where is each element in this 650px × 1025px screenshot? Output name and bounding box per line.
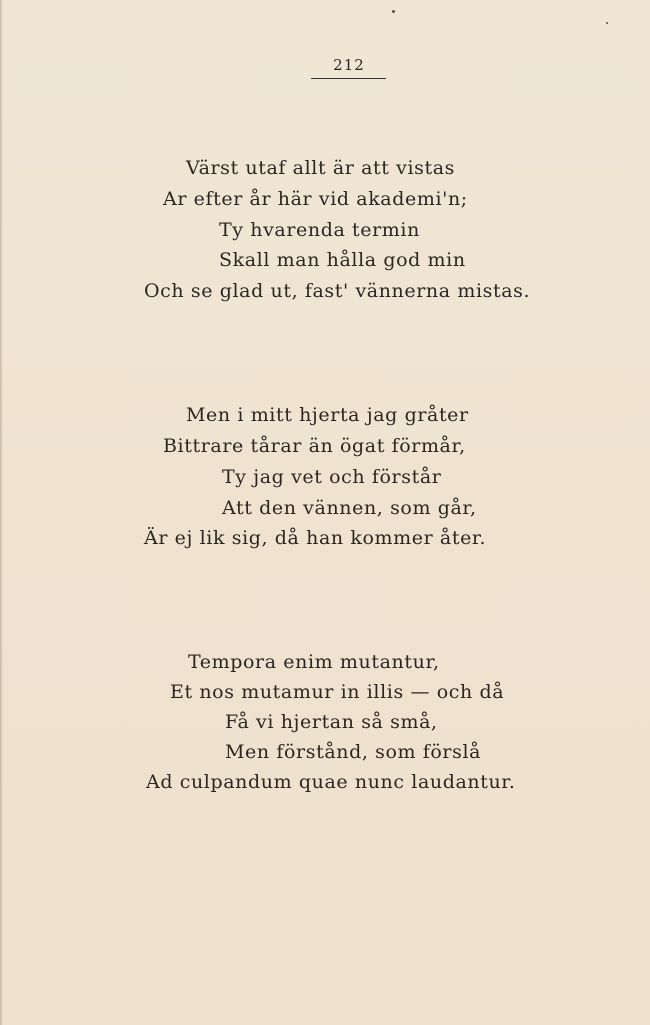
verse-line: Bittrare tårar än ögat förmår, bbox=[163, 435, 466, 457]
verse-line: Men i mitt hjerta jag gråter bbox=[186, 404, 469, 426]
verse-line: Få vi hjertan så små, bbox=[225, 711, 438, 733]
page-number-rule bbox=[311, 78, 386, 79]
verse-line: Att den vännen, som går, bbox=[222, 497, 477, 519]
verse-line: Men förstånd, som förslå bbox=[225, 741, 482, 763]
verse-line: Värst utaf allt är att vistas bbox=[186, 157, 456, 179]
verse-line: Ar efter år här vid akademi'n; bbox=[163, 188, 468, 210]
verse-line: Et nos mutamur in illis — och då bbox=[170, 681, 505, 703]
verse-line: Och se glad ut, fast' vännerna mistas. bbox=[144, 280, 531, 302]
page-edge-shadow bbox=[0, 0, 3, 1025]
verse-line: Skall man hålla god min bbox=[219, 249, 466, 271]
page-number: 212 bbox=[333, 56, 365, 74]
paper-speck bbox=[606, 22, 608, 24]
verse-line: Är ej lik sig, då han kommer åter. bbox=[144, 527, 487, 549]
verse-line: Tempora enim mutantur, bbox=[188, 651, 440, 673]
verse-line: Ad culpandum quae nunc laudantur. bbox=[146, 771, 516, 793]
verse-line: Ty jag vet och förstår bbox=[222, 466, 442, 488]
verse-line: Ty hvarenda termin bbox=[219, 219, 420, 241]
paper-speck bbox=[392, 10, 395, 13]
